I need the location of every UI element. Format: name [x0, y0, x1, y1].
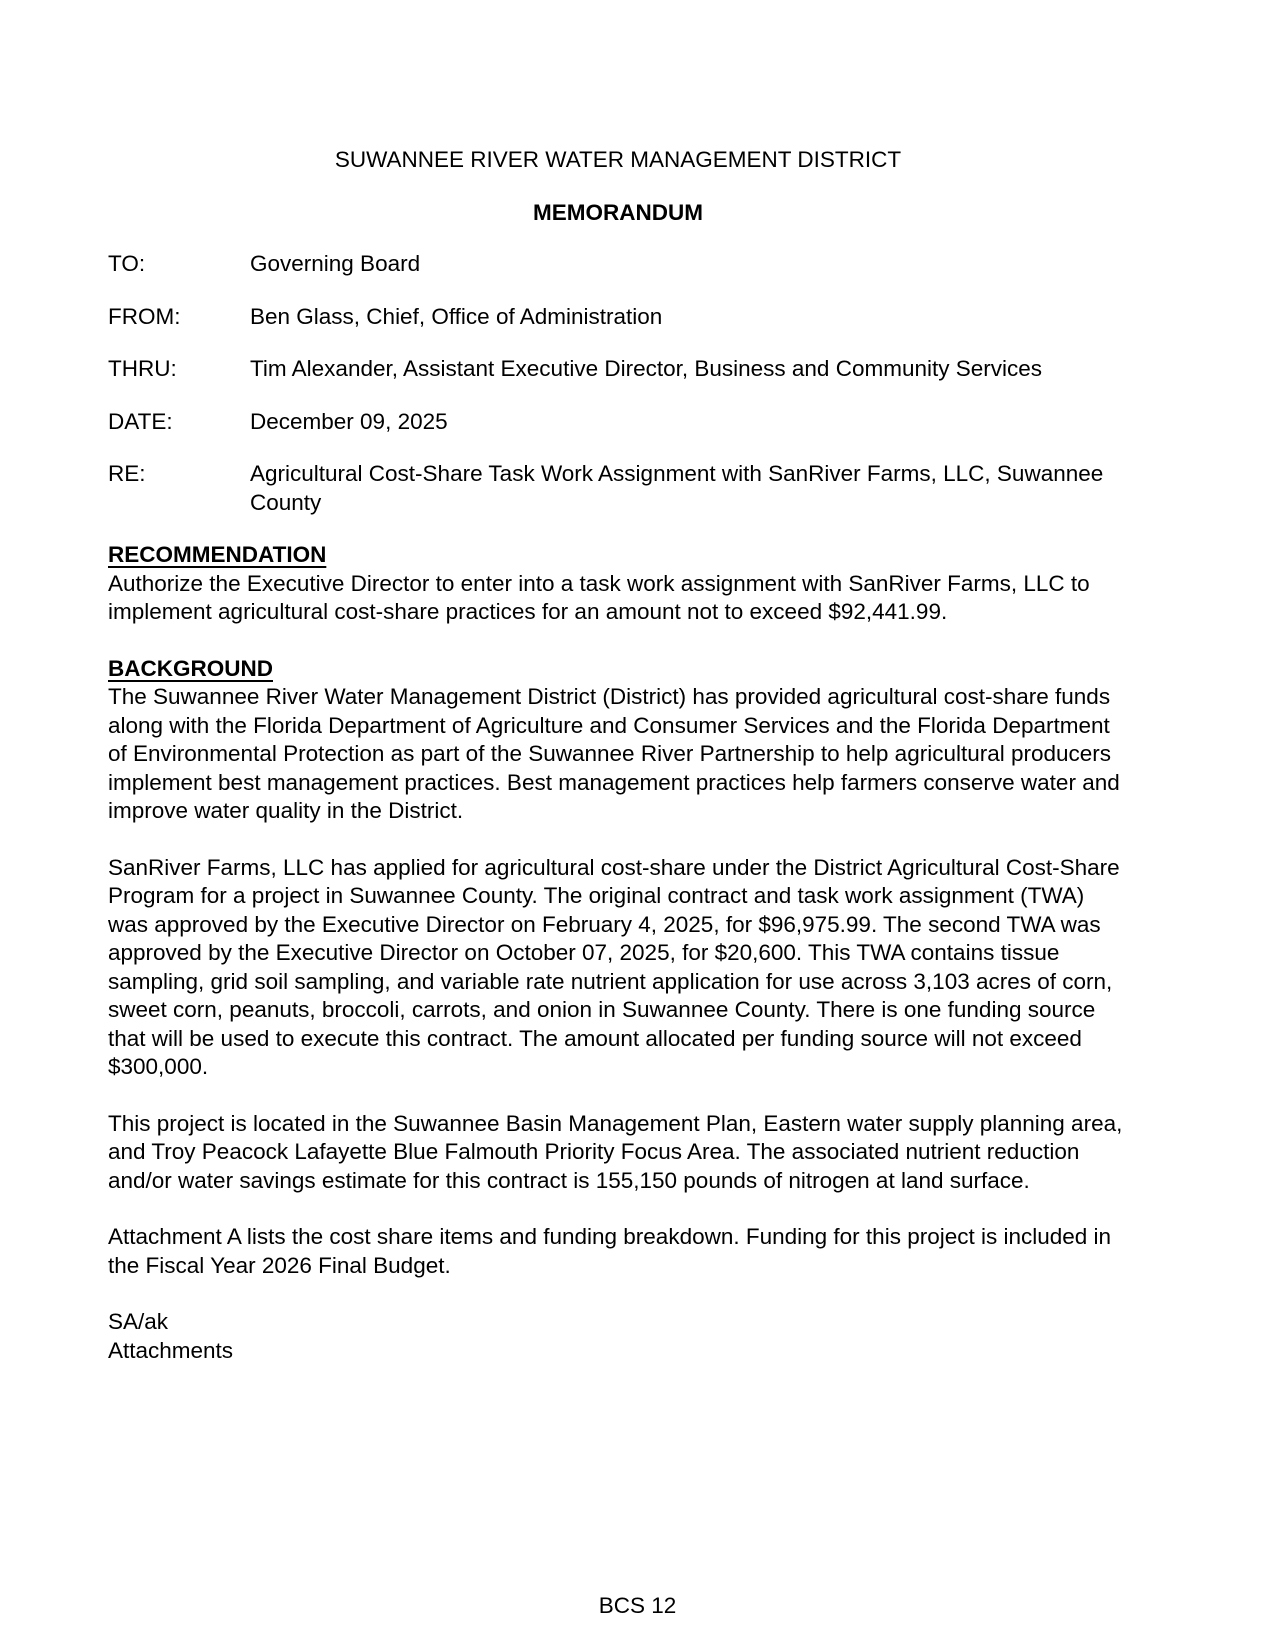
background-paragraph: The Suwannee River Water Management District (District) has provided agricultural cost-share funds along with the Florida Department of Agriculture and Consumer Services and the Florida Department of Environmental Protection as part of the Suwannee River Partnership to help agricultural producers implement best management practices. Best management practices help farmers conserve water and improve water quality in the District. — [108, 684, 1120, 823]
page-footer — [0, 1592, 1275, 1621]
section-background — [108, 655, 1128, 1281]
memo-field-value: Governing Board — [250, 251, 421, 276]
background-heading: BACKGROUND — [108, 655, 273, 681]
memo-field-label: THRU: — [108, 356, 177, 381]
memo-field-label: TO: — [108, 251, 146, 276]
memo-field-value: Tim Alexander, Assistant Executive Director, Business and Community Services — [250, 356, 1042, 381]
background-paragraph: Attachment A lists the cost share items and funding breakdown. Funding for this project is included in the Fiscal Year 2026 Final Budget. — [108, 1224, 1112, 1278]
memo-field-re — [108, 460, 1128, 517]
memo-field-value: Agricultural Cost-Share Task Work Assignment with SanRiver Farms, LLC, Suwannee County — [250, 461, 1104, 515]
closing-block — [108, 1308, 1128, 1365]
typist-initials: SA/ak — [108, 1309, 169, 1334]
memo-field-to — [108, 250, 1128, 279]
recommendation-paragraph: Authorize the Executive Director to enter into a task work assignment with SanRiver Farms, LLC to implement agricultural cost-share practices for an amount not to exceed $92,441.99. — [108, 570, 1090, 624]
memo-header-fields — [108, 250, 1128, 517]
memo-field-thru — [108, 355, 1128, 384]
memo-field-value: Ben Glass, Chief, Office of Administration — [250, 303, 663, 329]
memo-field-date — [108, 408, 1128, 437]
memo-field-from — [108, 303, 1128, 332]
page-number-label: BCS 12 — [598, 1592, 677, 1618]
section-recommendation — [108, 541, 1128, 627]
memo-field-label: FROM: — [108, 303, 181, 329]
background-paragraph: This project is located in the Suwannee Basin Management Plan, Eastern water supply planning area, and Troy Peacock Lafayette Blue Falmouth Priority Focus Area. The associated nutrient reduction and/or water savings estimate for this contract is 155,150 pounds of nitrogen at land surface. — [108, 1110, 1123, 1193]
recommendation-heading: RECOMMENDATION — [108, 542, 327, 567]
document-type-title: MEMORANDUM — [533, 199, 703, 225]
memo-field-label: RE: — [108, 461, 146, 486]
memo-field-value: December 09, 2025 — [250, 408, 448, 434]
background-paragraph: SanRiver Farms, LLC has applied for agricultural cost-share under the District Agricultural Cost-Share Program for a project in Suwannee County. The original contract and task work assignment (TWA) was approved by the Executive Director on February 4, 2025, for $96,975.99. The second TWA was approved by the Executive Director on October 07, 2025, for $20,600. This TWA contains tissue sampling, grid soil sampling, and variable rate nutrient application for use across 3,103 acres of corn, sweet corn, peanuts, broccoli, carrots, and onion in Suwannee County. There is one funding source that will be used to execute this contract. The amount allocated per funding source will not exceed $300,000. — [108, 854, 1120, 1079]
attachments-note: Attachments — [108, 1337, 234, 1363]
memo-field-label: DATE: — [108, 408, 173, 434]
organization-name: SUWANNEE RIVER WATER MANAGEMENT DISTRICT — [334, 147, 902, 172]
